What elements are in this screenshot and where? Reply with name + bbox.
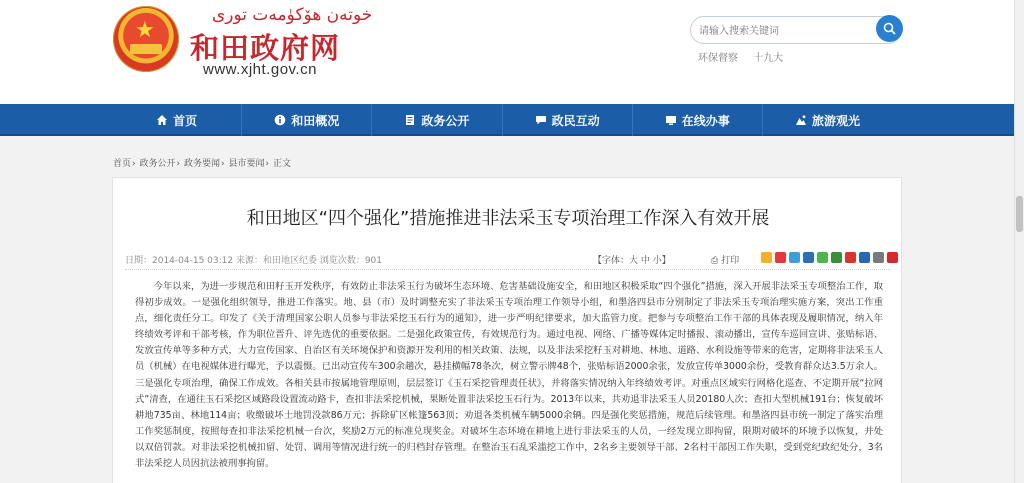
breadcrumb-county-news[interactable]: 县市要闻 xyxy=(228,159,265,169)
share-douban-icon[interactable] xyxy=(831,252,842,263)
share-wechat-icon[interactable] xyxy=(817,252,828,263)
share-tieba-icon[interactable] xyxy=(859,252,870,263)
nav-item-label: 和田概况 xyxy=(291,113,340,128)
logo-chinese-text[interactable]: 和田政府网 xyxy=(190,31,341,65)
search-icon xyxy=(883,22,896,35)
search-box xyxy=(690,16,902,44)
logo-url-text: www.xjht.gov.cn xyxy=(203,61,317,78)
search-input[interactable] xyxy=(699,21,869,41)
print-button[interactable] xyxy=(711,253,739,266)
quick-link-19th[interactable]: 十九大 xyxy=(753,53,784,64)
article-meta: 日期：2014-04-15 03:12 来源：和田地区纪委 浏览次数：901 xyxy=(125,256,383,266)
nav-item-tourism[interactable] xyxy=(763,104,892,136)
header xyxy=(0,0,1024,104)
breadcrumb-current: 正文 xyxy=(273,159,292,169)
breadcrumb-gov-affairs[interactable]: 政务公开 xyxy=(139,159,176,169)
share-tencent-weibo-icon[interactable] xyxy=(789,252,800,263)
breadcrumb-gov-news[interactable]: 政务要闻 xyxy=(184,159,221,169)
nav-item-label: 政务公开 xyxy=(421,113,470,128)
nav-item-online-service[interactable] xyxy=(633,104,763,136)
print-label: 打印 xyxy=(721,256,740,266)
font-size-control[interactable]: 【字体：大 中 小】 xyxy=(593,256,671,266)
quick-links xyxy=(698,49,795,64)
article-panel xyxy=(112,177,902,483)
nav-item-overview[interactable] xyxy=(242,104,372,136)
nav-item-label: 政民互动 xyxy=(551,113,600,128)
info-icon xyxy=(274,114,286,126)
main-nav xyxy=(0,104,1024,136)
article-title: 和田地区“四个强化”措施推进非法采玉专项治理工作深入有效开展 xyxy=(246,208,770,229)
tourism-icon xyxy=(795,114,807,126)
quick-link-env[interactable]: 环保督察 xyxy=(698,53,738,64)
nav-item-label: 首页 xyxy=(173,113,198,128)
share-weibo-icon[interactable] xyxy=(775,252,786,263)
nav-item-label: 旅游观光 xyxy=(811,113,860,128)
article-meta-bar xyxy=(125,250,891,270)
logo-uyghur-text[interactable]: خوتەن ھۆكۈمەت تورى xyxy=(212,5,373,25)
print-icon: ⎙ xyxy=(711,256,719,266)
service-icon xyxy=(665,114,677,126)
share-pdf-icon[interactable] xyxy=(887,252,898,263)
share-kaixin-icon[interactable] xyxy=(845,252,856,263)
article-body: 今年以来，为进一步规范和田籽玉开发秩序，有效防止非法采玉行为破坏生态环境、危害基础设施安全，和田地区积极采取“四个强化”措施，深入开展非法采玉专项整治工作，取得初步成效。一是强化组织领导，推进工作落实。地、县（市）及时调整充实了非法采玉专项治理工作领导小组，和墨洛四县市分别制定了非法采玉专项治理实施方案，突出工作重点，细化责任分工。印发了《关于清理国家公职人员参与非法采挖玉石行为的通知》，进一步严明纪律要求，加大监管力度。把参与专项整治工作干部的具体表现及履职情况，纳入年终绩效考评和干部考核，作为职位晋升、评先选优的重要依据。二是强化政策宣传，有效规范行为。通过电视、网络、广播等媒体定时播报、滚动播出，宣传车巡回宣讲、张贴标语、发放宣传单等多种方式，大力宣传国家、自治区有关环境保护和资源开发利用的相关政策、法规，以及非法采挖籽玉对耕地、林地、道路、水利设施等带来的危害，定期将非法采玉人员（机械）在电视媒体进行曝光，予以震慑。已出动宣传车300余趟次，悬挂横幅78条次，树立警示牌48个，张贴标语2000余张，发放宣传单3000余份，受教育群众达3.5万余人。三是强化专项治理，确保工作成效。各相关县市按属地管理原则，层层签订《玉石采挖管理责任状》，并将落实情况纳入年终绩效考评。对重点区域实行网格化巡查、不定期开展“拉网式”清查，在通往玉石采挖区域路段设置流动路卡，查扣非法采挖机械，果断处置非法采挖玉石行为。2013年以来，共劝退非法采玉人员20180人次；查扣大型机械191台；恢复破坏耕地735亩、林地114亩；收缴破坏土地罚没款86万元；拆除矿区帐篷563顶；劝退各类机械车辆5000余辆。四是强化奖惩措施，规范后续管理。和墨洛四县市统一制定了落实治理工作奖惩制度，按照每查扣非法采挖机械一台次，奖励2万元的标准兑现奖金。对破坏生态环境在耕地上进行非法采玉的人员，一经发现立即拘留，限期对破坏的环境予以恢复，并处以双倍罚款。对非法采挖机械扣留、处罚、调用等情况进行统一的归档封存管理。在整治玉石乱采滥挖工作中，2名乡主要领导干部、2名村干部因工作失职，受到党纪政纪处分，3名非法采挖人员因抗法被刑事拘留。 xyxy=(135,281,883,470)
nav-item-gov-affairs[interactable] xyxy=(372,104,502,136)
national-emblem-icon[interactable]: ★ xyxy=(113,6,179,72)
nav-item-label: 在线办事 xyxy=(681,113,730,128)
share-icons xyxy=(761,252,901,263)
share-more-icon[interactable] xyxy=(873,252,884,263)
share-qzone-icon[interactable] xyxy=(761,252,772,263)
nav-item-interaction[interactable] xyxy=(503,104,633,136)
scrollbar-thumb[interactable] xyxy=(1016,196,1023,232)
document-icon xyxy=(404,114,416,126)
nav-item-home[interactable] xyxy=(112,104,242,136)
search-button[interactable] xyxy=(876,15,903,42)
page-scrollbar[interactable] xyxy=(1014,0,1024,483)
breadcrumb-home[interactable]: 首页 xyxy=(113,159,132,169)
chat-icon xyxy=(535,114,547,126)
home-icon xyxy=(156,114,168,126)
share-renren-icon[interactable] xyxy=(803,252,814,263)
breadcrumb: 首页› 政务公开› 政务要闻› 县市要闻› 正文 xyxy=(113,159,292,169)
